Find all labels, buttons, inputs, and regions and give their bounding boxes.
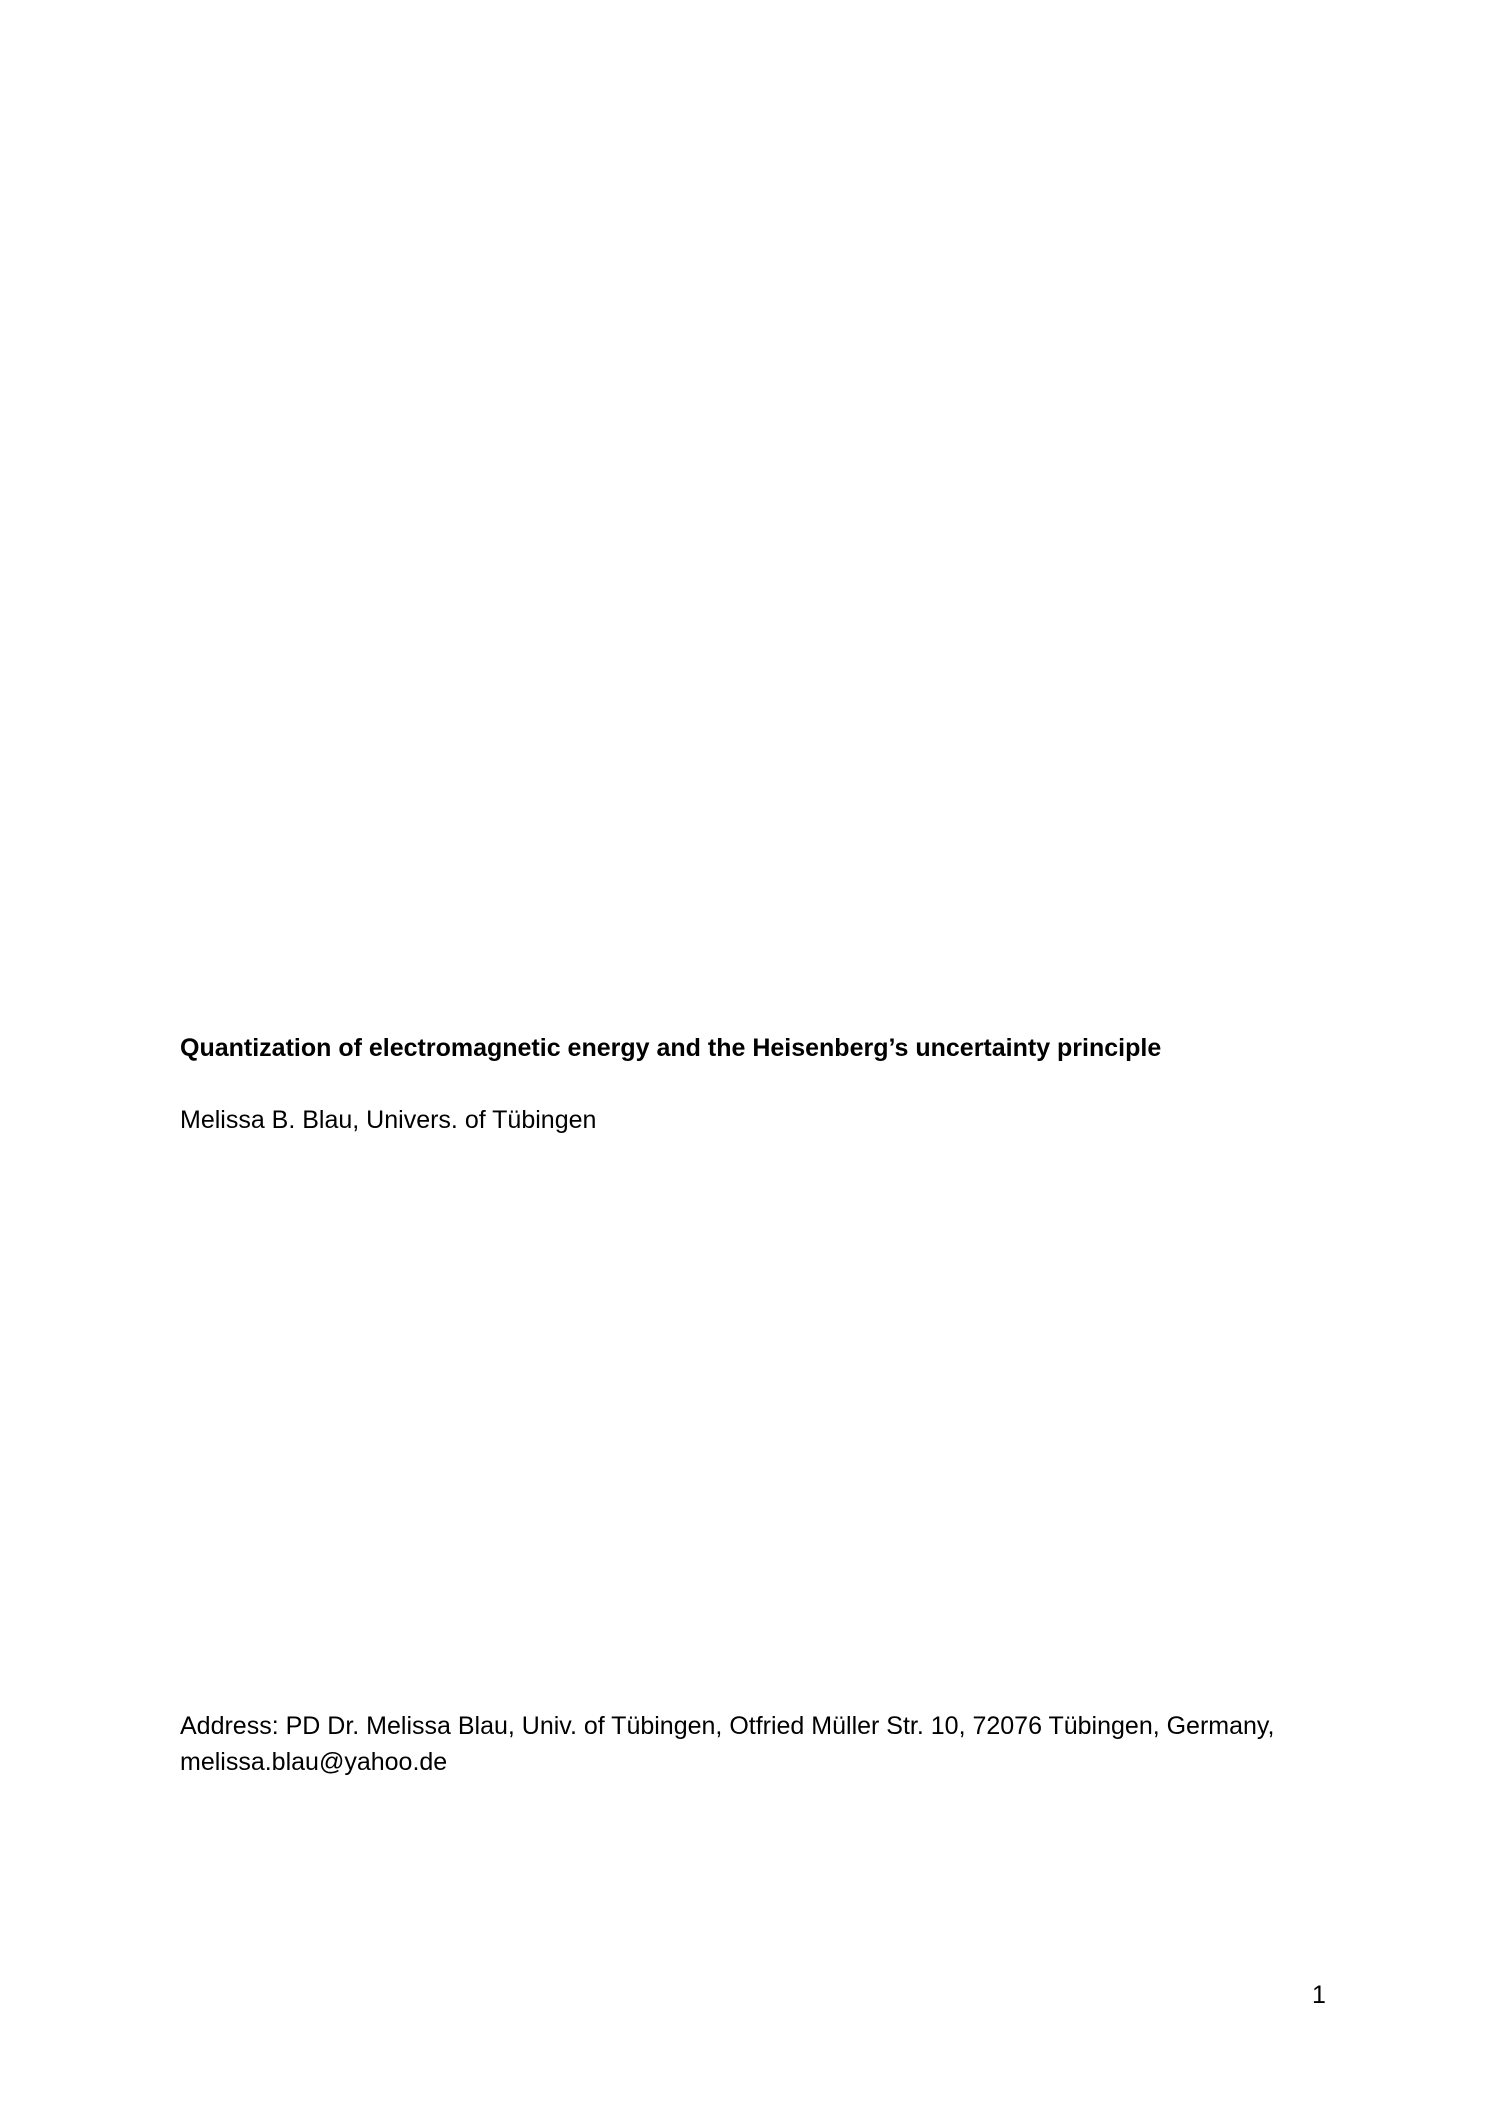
page-number: 1 <box>1312 1981 1326 2009</box>
email-address: melissa.blau@yahoo.de <box>180 1748 448 1776</box>
address-line: Address: PD Dr. Melissa Blau, Univ. of Tübingen, Otfried Müller Str. 10, 72076 Tübingen, Germany, <box>180 1712 1275 1740</box>
contact-address <box>180 1708 1320 1780</box>
author-affiliation: Melissa B. Blau, Univers. of Tübingen <box>180 1106 597 1134</box>
paper-title: Quantization of electromagnetic energy and the Heisenberg’s uncertainty principle <box>180 1034 1162 1062</box>
